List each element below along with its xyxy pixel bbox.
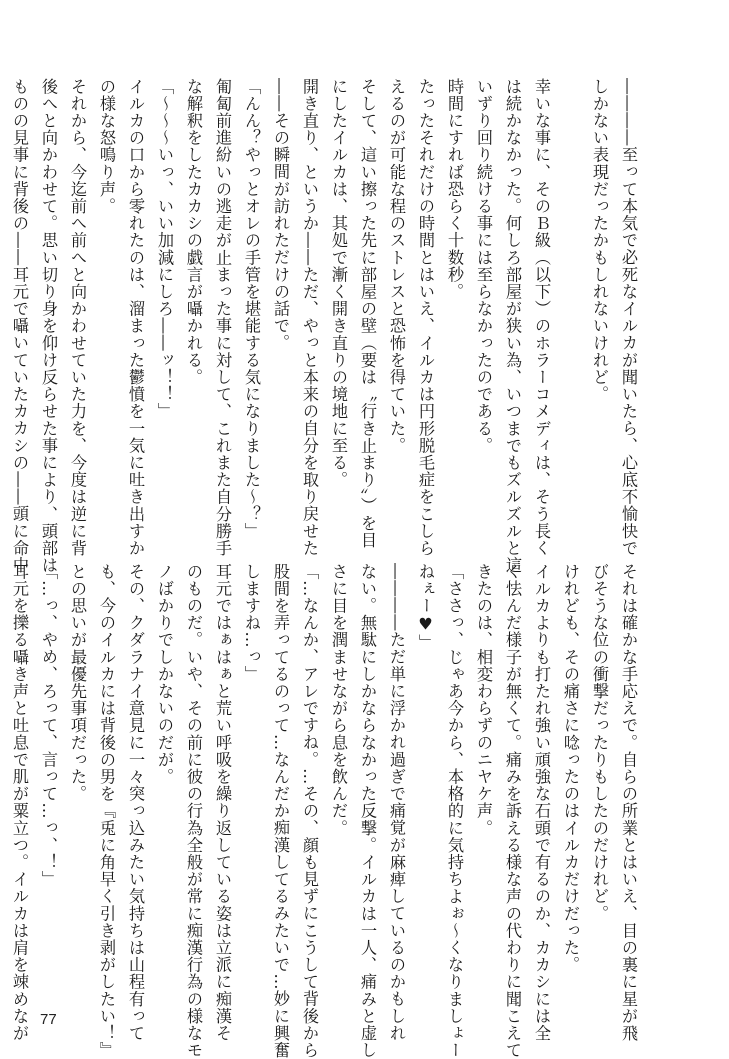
- text-line: ない。無駄にしかならなかった反撃。イルカは一人、痛みと虚し: [358, 563, 377, 1059]
- text-line: えるのが可能な程のストレスと恐怖を得ていた。: [387, 78, 406, 455]
- text-line: 「…っ、やめ、ろって、言って…っ、！」: [39, 563, 58, 888]
- page-number: 77: [40, 1011, 57, 1028]
- upper-text-block: [0, 78, 643, 574]
- text-line: 開き直り、というか――ただ、やっと本来の自分を取り戻せた: [300, 78, 319, 557]
- text-line: けれども、その痛さに唸ったのはイルカだけだった。: [561, 563, 580, 974]
- text-line: にしたイルカは、其処で漸く開き直りの境地に至る。: [329, 78, 348, 489]
- text-line: [0, 563, 5, 993]
- text-line: たったそれだけの時間とはいえ、イルカは円形脱毛症をこしら: [416, 78, 435, 557]
- text-line: のものだ。いや、その前に彼の行為全般が常に痴漢行為の様なモ: [184, 563, 203, 1059]
- text-line: ――その瞬間が訪れただけの話で。: [271, 78, 290, 352]
- text-line: ――――至って本気で必死なイルカが聞いたら、心底不愉快で: [619, 78, 638, 557]
- text-line: そして、這い擦った先に部屋の壁（要は〝行き止まり〟）を目: [358, 78, 377, 549]
- text-line: く怯んだ様子が無くて。痛みを訴える様な声の代わりに聞こえて: [503, 563, 522, 1059]
- text-line: しかない表現だったかもしれないけれど。: [590, 78, 609, 403]
- text-line: 後へと向かわせて。思い切り身を仰け反らせた事により、頭部は: [39, 78, 58, 574]
- text-line: きたのは、相変わらずのニヤケ声。: [474, 563, 493, 837]
- text-line: 「ささっ、じゃあ今から、本格的に気持ちよぉ～くなりましょー: [445, 563, 464, 1059]
- text-line: 「んん？やっとオレの手管を堪能する気になりました～？」: [242, 78, 261, 540]
- text-line: ねぇー♥」: [416, 563, 435, 652]
- text-line: イルカよりも打たれ強い頑強な石頭で有るのか、カカシには全: [532, 563, 551, 1042]
- text-line: 耳元を擽る囁き声と吐息で肌が粟立つ。イルカは肩を竦めなが: [10, 563, 29, 1042]
- text-line: との思いが最優先事項だった。: [68, 563, 87, 803]
- text-line: な解釈をしたカカシの戯言が囁かれる。: [184, 78, 203, 386]
- text-line: それは確かな手応えで。自らの所業とはいえ、目の裏に星が飛: [619, 563, 638, 1042]
- text-line: 股間を弄ってるのって…なんだか痴漢してるみたいで…妙に興奮: [271, 563, 290, 1059]
- blank-line: [556, 78, 585, 526]
- text-line: それから、今迄前へ前へと向かわせていた力を、今度は逆に背: [68, 78, 87, 557]
- text-line: しますね…っ」: [242, 563, 261, 683]
- text-line: 「…なんか、アレですね。…その、顔も見ずにこうして背後から: [300, 563, 319, 1059]
- text-line: 幸いな事に、そのＢ級（以下）のホラーコメディは、そう長く: [532, 78, 551, 557]
- text-line: の様な怒鳴り声。: [97, 78, 116, 215]
- text-line: 「～～～いっ、いい加減にしろ――ッ！！」: [155, 78, 174, 420]
- text-line: びそうな位の衝撃だったりもしたのだけれど。: [590, 563, 609, 923]
- text-line: さに目を潤ませながら息を飲んだ。: [329, 563, 348, 837]
- text-line: ものの見事に背後の――耳元で囁いていたカカシの――頭に命中: [10, 78, 29, 574]
- text-line: いずり回り続ける事には至らなかったのである。: [474, 78, 493, 455]
- text-line: も、今のイルカには背後の男を『兎に角早く引き剥がしたい！』: [97, 563, 116, 1059]
- text-line: ――――ただ単に浮かれ過ぎで痛覚が麻痺しているのかもしれ: [387, 563, 406, 1042]
- text-line: は続かなかった。何しろ部屋が狭い為、いつまでもズルズルと這: [503, 78, 522, 574]
- text-line: 時間にすれば恐らく十数秒。: [445, 78, 464, 301]
- text-line: 耳元ではぁはぁと荒い呼吸を繰り返している姿は立派に痴漢そ: [213, 563, 232, 1042]
- text-line: その、クダラナイ意見に一々突っ込みたい気持ちは山程有って: [126, 563, 145, 1042]
- text-line: イルカの口から零れたのは、溜まった鬱憤を一気に吐き出すか: [126, 78, 145, 557]
- text-line: ノばかりでしかないのだが。: [155, 563, 174, 786]
- text-line: 匍匐前進紛いの逃走が止まった事に対して、これまた自分勝手: [213, 78, 232, 557]
